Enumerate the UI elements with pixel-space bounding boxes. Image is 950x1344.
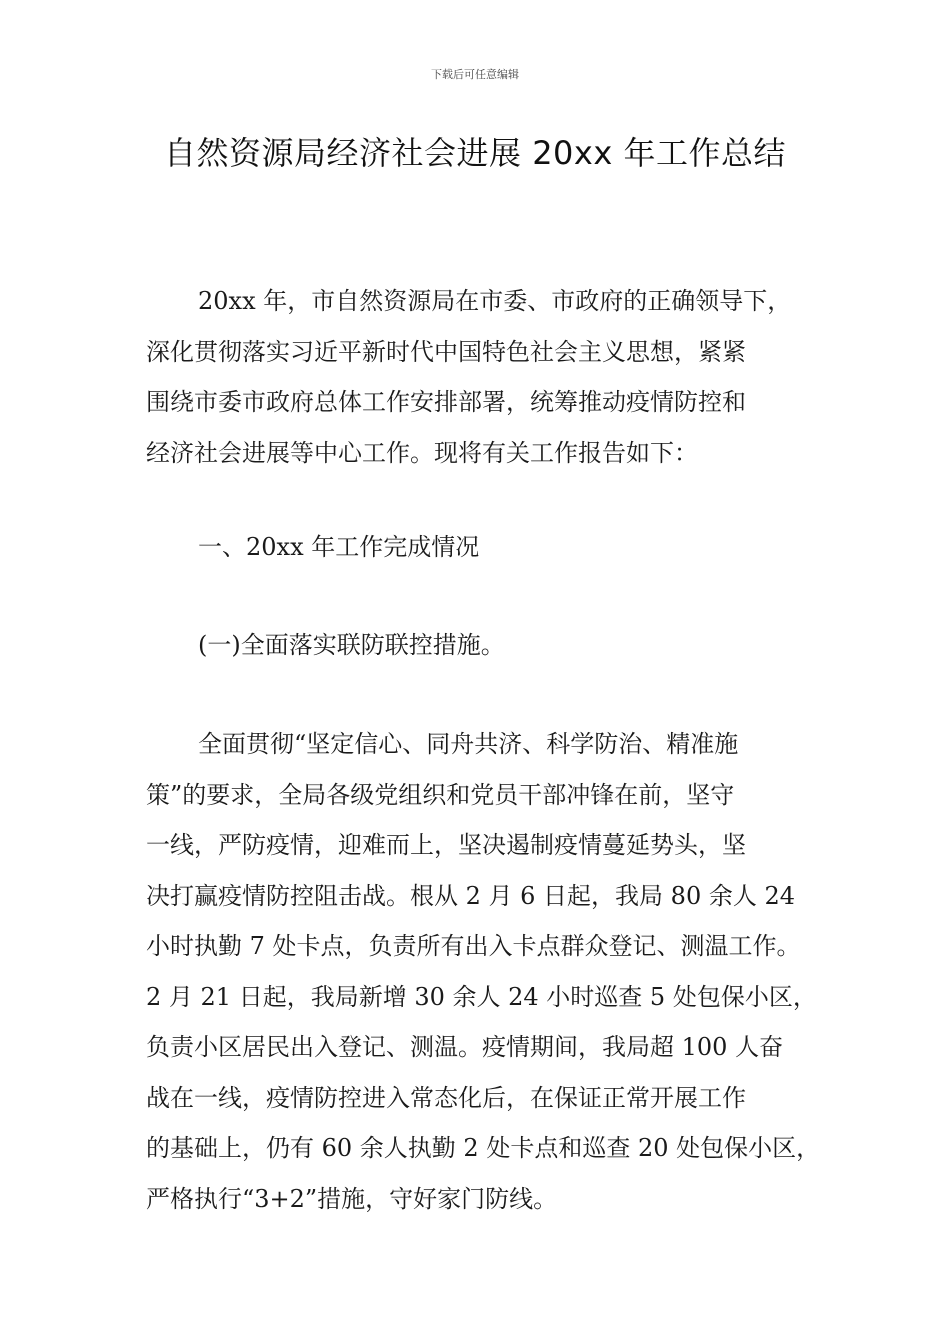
body-paragraph — [146, 719, 826, 1224]
paragraph-line: 策”的要求，全局各级党组织和党员干部冲锋在前，坚守 — [146, 780, 735, 809]
paragraph-line: 严格执行“3+2”措施，守好家门防线。 — [146, 1184, 558, 1213]
paragraph-line: 全面贯彻“坚定信心、同舟共济、科学防治、精准施 — [198, 730, 739, 758]
intro-paragraph — [146, 276, 826, 478]
paragraph-line: 深化贯彻落实习近平新时代中国特色社会主义思想，紧紧 — [146, 337, 746, 366]
paragraph-line: 战在一线，疫情防控进入常态化后，在保证正常开展工作 — [146, 1083, 746, 1112]
section-heading-block — [146, 522, 826, 573]
paragraph-line: 决打赢疫情防控阻击战。根从 2 月 6 日起，我局 80 余人 24 — [146, 881, 796, 910]
paragraph-line: 20xx 年，市自然资源局在市委、市政府的正确领导下， — [198, 287, 792, 315]
subsection-heading-block — [146, 620, 826, 671]
subsection-heading: (一)全面落实联防联控措施。 — [198, 631, 505, 659]
page-title: 自然资源局经济社会进展 20xx 年工作总结 — [164, 134, 786, 172]
paragraph-line: 的基础上，仍有 60 余人执勤 2 处卡点和巡查 20 处包保小区， — [146, 1134, 821, 1162]
paragraph-line: 经济社会进展等中心工作。现将有关工作报告如下： — [146, 438, 698, 467]
paragraph-line: 2 月 21 日起，我局新增 30 余人 24 小时巡查 5 处包保小区， — [146, 982, 817, 1011]
paragraph-line: 小时执勤 7 处卡点，负责所有出入卡点群众登记、测温工作。 — [146, 932, 801, 960]
paragraph-line: 围绕市委市政府总体工作安排部署，统筹推动疫情防控和 — [146, 388, 746, 416]
paragraph-line: 一线，严防疫情，迎难而上，坚决遏制疫情蔓延势头，坚 — [146, 831, 746, 859]
section-heading: 一、20xx 年工作完成情况 — [198, 533, 480, 561]
paragraph-line: 负责小区居民出入登记、测温。疫情期间，我局超 100 人奋 — [146, 1033, 784, 1061]
header-note: 下载后可任意编辑 — [431, 68, 519, 81]
